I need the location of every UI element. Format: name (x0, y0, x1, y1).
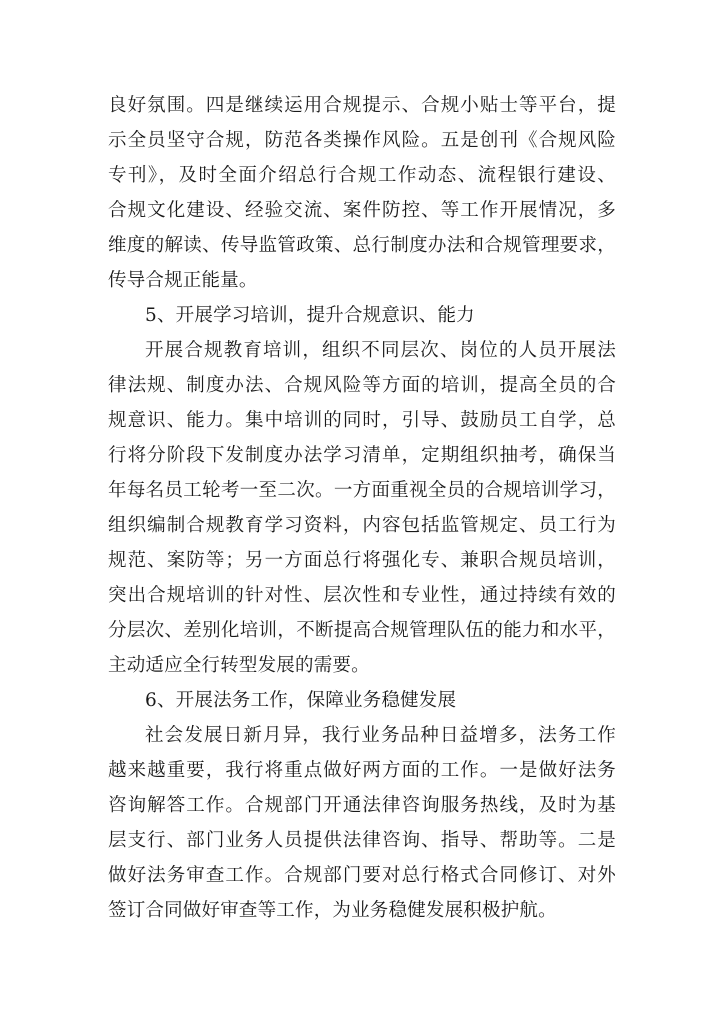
text-line: 层支行、部门业务人员提供法律咨询、指导、帮助等。二是 (108, 830, 616, 851)
text-line: 专刊》，及时全面介绍总行合规工作动态、流程银行建设、 (108, 165, 616, 186)
text-line: 传导合规正能量。 (108, 270, 258, 291)
text-line: 开展合规教育培训，组织不同层次、岗位的人员开展法 (145, 340, 616, 361)
text-line: 签订合同做好审查等工作，为业务稳健发展积极护航。 (108, 900, 557, 921)
text-line: 示全员坚守合规，防范各类操作风险。五是创刊《合规风险 (108, 130, 616, 151)
text-line: 维度的解读、传导监管政策、总行制度办法和合规管理要求， (108, 235, 616, 256)
text-line: 咨询解答工作。合规部门开通法律咨询服务热线，及时为基 (108, 795, 616, 816)
text-line: 主动适应全行转型发展的需要。 (108, 655, 370, 676)
document-body (108, 88, 616, 928)
section-heading-6: 6、开展法务工作，保障业务稳健发展 (145, 690, 457, 711)
text-line: 组织编制合规教育学习资料，内容包括监管规定、员工行为 (108, 515, 616, 536)
text-line: 越来越重要，我行将重点做好两方面的工作。一是做好法务 (108, 760, 616, 781)
text-line: 律法规、制度办法、合规风险等方面的培训，提高全员的合 (108, 375, 616, 396)
section-5-paragraph (108, 333, 616, 683)
text-line: 规范、案防等；另一方面总行将强化专、兼职合规员培训， (108, 550, 616, 571)
section-heading-5: 5、开展学习培训，提升合规意识、能力 (145, 305, 475, 326)
text-line: 分层次、差别化培训，不断提高合规管理队伍的能力和水平， (108, 620, 616, 641)
paragraph-continuation (108, 88, 616, 298)
text-line: 突出合规培训的针对性、层次性和专业性，通过持续有效的 (108, 585, 616, 606)
text-line: 合规文化建设、经验交流、案件防控、等工作开展情况，多 (108, 200, 616, 221)
text-line: 规意识、能力。集中培训的同时，引导、鼓励员工自学，总 (108, 410, 616, 431)
text-line: 社会发展日新月异，我行业务品种日益增多，法务工作 (145, 725, 616, 746)
text-line: 良好氛围。四是继续运用合规提示、合规小贴士等平台，提 (108, 95, 616, 116)
text-line: 行将分阶段下发制度办法学习清单，定期组织抽考，确保当 (108, 445, 616, 466)
section-6-paragraph (108, 718, 616, 928)
text-line: 做好法务审查工作。合规部门要对总行格式合同修订、对外 (108, 865, 616, 886)
text-line: 年每名员工轮考一至二次。一方面重视全员的合规培训学习， (108, 480, 616, 501)
